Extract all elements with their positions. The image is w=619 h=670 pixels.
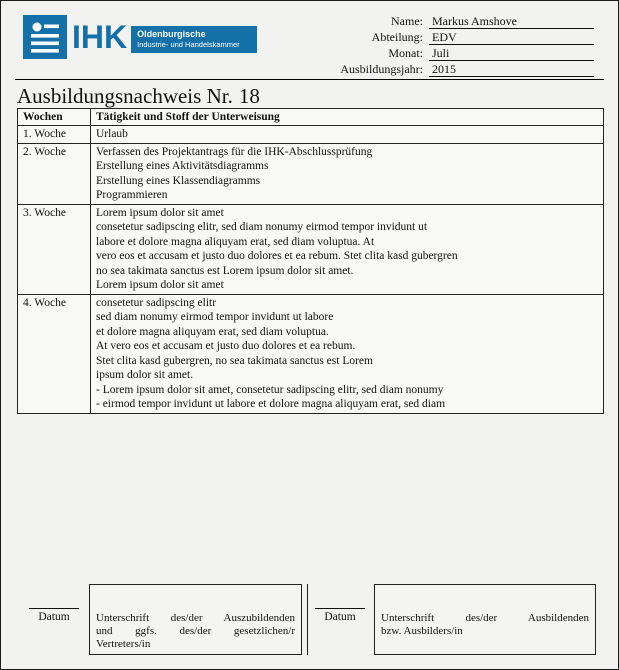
entries-cell <box>91 204 604 294</box>
entry-line: Erstellung eines Aktivitätsdiagramms <box>96 160 269 172</box>
signature-section <box>1 584 619 656</box>
table-row <box>18 143 604 204</box>
entry-line: sed diam nonumy eirmod tempor invidunt ut labore <box>96 311 334 323</box>
date-line-trainer: Datum <box>315 608 365 623</box>
ihk-logo-icon <box>23 15 67 59</box>
signature-caption-line: Unterschrift des/der Ausbildenden <box>381 612 589 624</box>
entry-line: Lorem ipsum dolor sit amet <box>96 206 224 219</box>
ihk-acronym: IHK <box>72 19 128 55</box>
signature-box-left <box>89 584 302 655</box>
entry-line: consetetur sadipscing elitr, sed diam nonumy eirmod tempor invidunt ut <box>96 221 428 233</box>
entry-line: ipsum dolor sit amet. <box>96 369 194 381</box>
entries-cell <box>91 294 604 413</box>
column-header: Tätigkeit und Stoff der Unterweisung <box>91 109 604 126</box>
field-label-2: Monat: <box>388 46 423 60</box>
entry-line: Urlaub <box>96 128 128 140</box>
entry-line: Erstellung eines Klassendiagramms <box>96 174 261 187</box>
entry-line: vero eos et accusam et justo duo dolores et ea rebum. Stet clita kasd gubergren <box>96 250 458 262</box>
entry-line: consetetur sadipscing elitr <box>96 296 217 309</box>
entry-line: et dolore magna aliquyam erat, sed diam voluptua. <box>96 325 329 338</box>
page-title-text: Ausbildungsnachweis Nr. <box>17 84 233 108</box>
report-number: 18 <box>238 84 260 108</box>
week-cell: 4. Woche <box>18 294 91 413</box>
signature-box-right <box>374 584 596 655</box>
signature-caption-line: Unterschrift des/der Auszubildenden <box>96 612 295 624</box>
ihk-logo <box>23 15 257 59</box>
table-header-row <box>18 109 604 126</box>
week-cell: 3. Woche <box>18 204 91 294</box>
entry-line: At vero eos et accusam et justo duo dolores et ea rebum. <box>96 340 356 352</box>
table-row <box>18 126 604 144</box>
field-label-0: Name: <box>391 14 423 28</box>
header-divider <box>15 79 604 80</box>
week-cell: 2. Woche <box>18 143 91 204</box>
field-label-1: Abteilung: <box>371 30 423 44</box>
entry-line: - Lorem ipsum dolor sit amet, consetetur sadipscing elitr, sed diam nonumy <box>96 383 444 396</box>
field-value-2: Juli <box>429 46 594 61</box>
week-cell: 1. Woche <box>18 126 91 144</box>
header-fields <box>340 14 594 77</box>
signature-caption-line: Vertreters/in <box>96 638 151 650</box>
table-row <box>18 294 604 413</box>
entry-line: Programmieren <box>96 189 168 201</box>
page-title <box>17 84 262 109</box>
entry-line: no sea takimata sanctus est Lorem ipsum dolor sit amet. <box>96 264 354 277</box>
table-body <box>18 126 604 414</box>
ihk-org-banner <box>131 26 257 53</box>
entries-cell <box>91 126 604 144</box>
date-line-trainee: Datum <box>29 608 79 623</box>
signature-caption-line: und ggfs. des/der gesetzlichen/r <box>96 625 295 637</box>
signature-divider <box>307 584 308 655</box>
entry-line: labore et dolore magna aliquyam erat, sed diam voluptua. At <box>96 235 375 248</box>
entry-line: - eirmod tempor invidunt ut labore et dolore magna aliquyam erat, sed diam <box>96 398 446 410</box>
entry-line: Lorem ipsum dolor sit amet <box>96 279 224 291</box>
table-row <box>18 204 604 294</box>
entry-line: Verfassen des Projektantrags für die IHK-Abschlussprüfung <box>96 145 373 158</box>
entries-cell <box>91 143 604 204</box>
ihk-org-line2: Industrie- und Handelskammer <box>137 40 240 49</box>
field-value-3: 2015 <box>429 62 594 77</box>
weekly-report-table <box>17 108 604 414</box>
column-header: Wochen <box>18 109 91 126</box>
ihk-org-line1: Oldenburgische <box>137 29 206 39</box>
field-value-0: Markus Amshove <box>429 14 594 29</box>
entry-line: Stet clita kasd gubergren, no sea takimata sanctus est Lorem <box>96 354 373 367</box>
field-label-3: Ausbildungsjahr: <box>340 62 423 76</box>
field-value-1: EDV <box>429 30 594 45</box>
signature-caption-line: bzw. Ausbilders/in <box>381 625 463 637</box>
